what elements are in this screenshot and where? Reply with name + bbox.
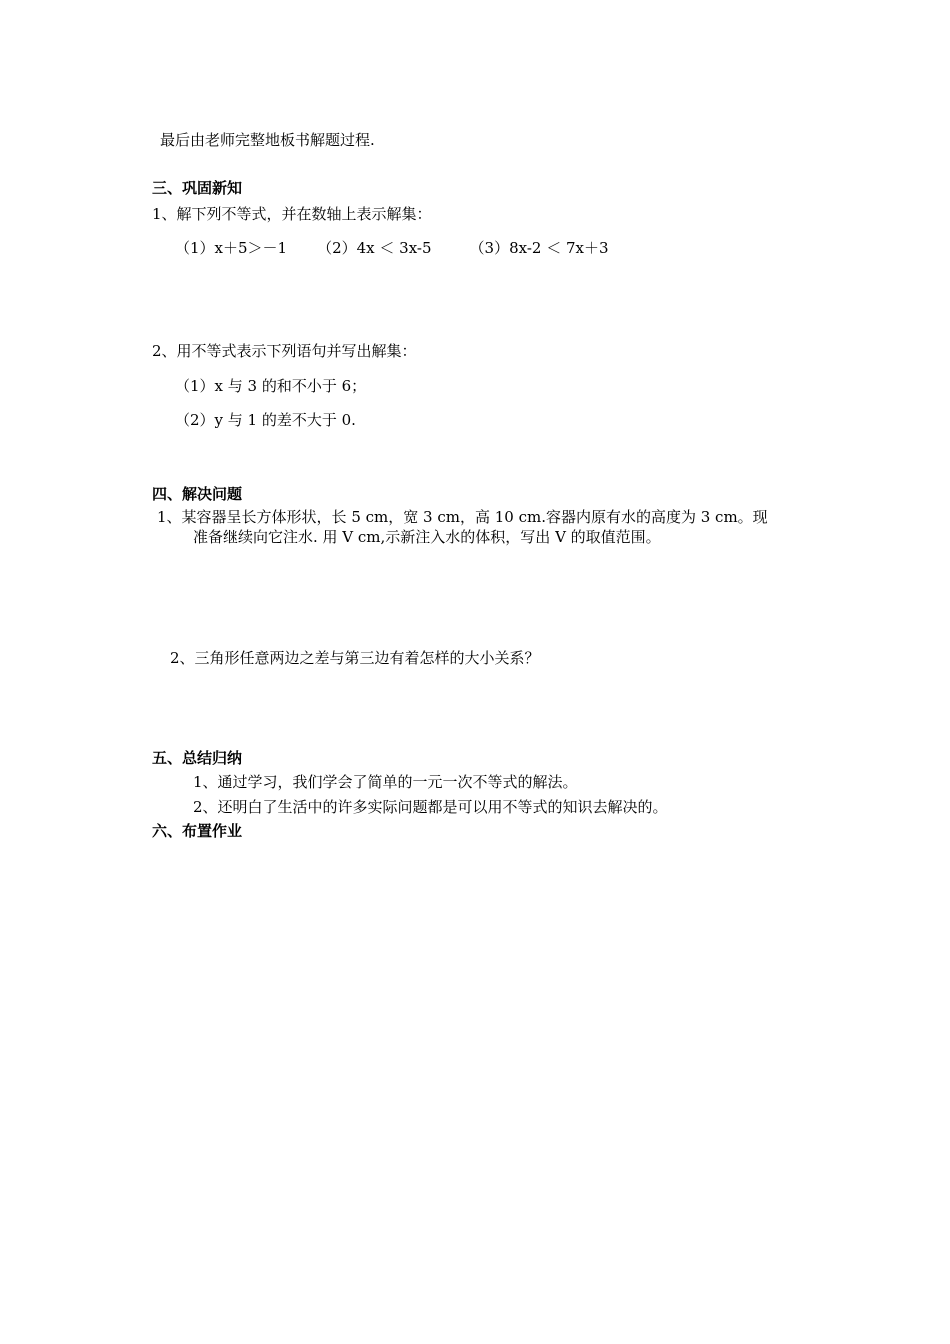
section-3-question-2: 2、用不等式表示下列语句并写出解集：: [152, 342, 417, 360]
section-3-heading: 三、巩固新知: [152, 179, 243, 197]
intro-text: 最后由老师完整地板书解题过程.: [160, 131, 375, 149]
section-4-question-1-line-2: 准备继续向它注水. 用 V cm,示新注入水的体积，写出 V 的取值范围。: [193, 528, 661, 546]
inequality-item-3: （3）8x-2 ＜ 7x＋3: [469, 239, 609, 257]
inequality-item-2: （2）4x ＜ 3x-5: [317, 239, 432, 257]
section-3-question-2-item-1: （1）x 与 3 的和不小于 6；: [175, 377, 367, 395]
section-6-heading: 六、布置作业: [152, 822, 243, 840]
section-5-item-1: 1、通过学习，我们学会了简单的一元一次不等式的解法。: [193, 773, 578, 791]
section-4-question-2: 2、三角形任意两边之差与第三边有着怎样的大小关系？: [170, 649, 540, 667]
section-5-heading: 五、总结归纳: [152, 749, 243, 767]
section-4-question-1-line-1: 1、某容器呈长方体形状，长 5 cm，宽 3 cm，高 10 cm.容器内原有水的高度为 3 cm。现: [157, 508, 768, 526]
section-3-question-2-item-2: （2）y 与 1 的差不大于 0.: [175, 411, 356, 429]
section-4-heading: 四、解决问题: [152, 485, 243, 503]
section-3-question-1-items: [175, 238, 609, 258]
inequality-item-1: （1）x＋5＞－1: [175, 239, 288, 257]
section-5-item-2: 2、还明白了生活中的许多实际问题都是可以用不等式的知识去解决的。: [193, 798, 668, 816]
section-3-question-1: 1、解下列不等式，并在数轴上表示解集：: [152, 205, 432, 223]
